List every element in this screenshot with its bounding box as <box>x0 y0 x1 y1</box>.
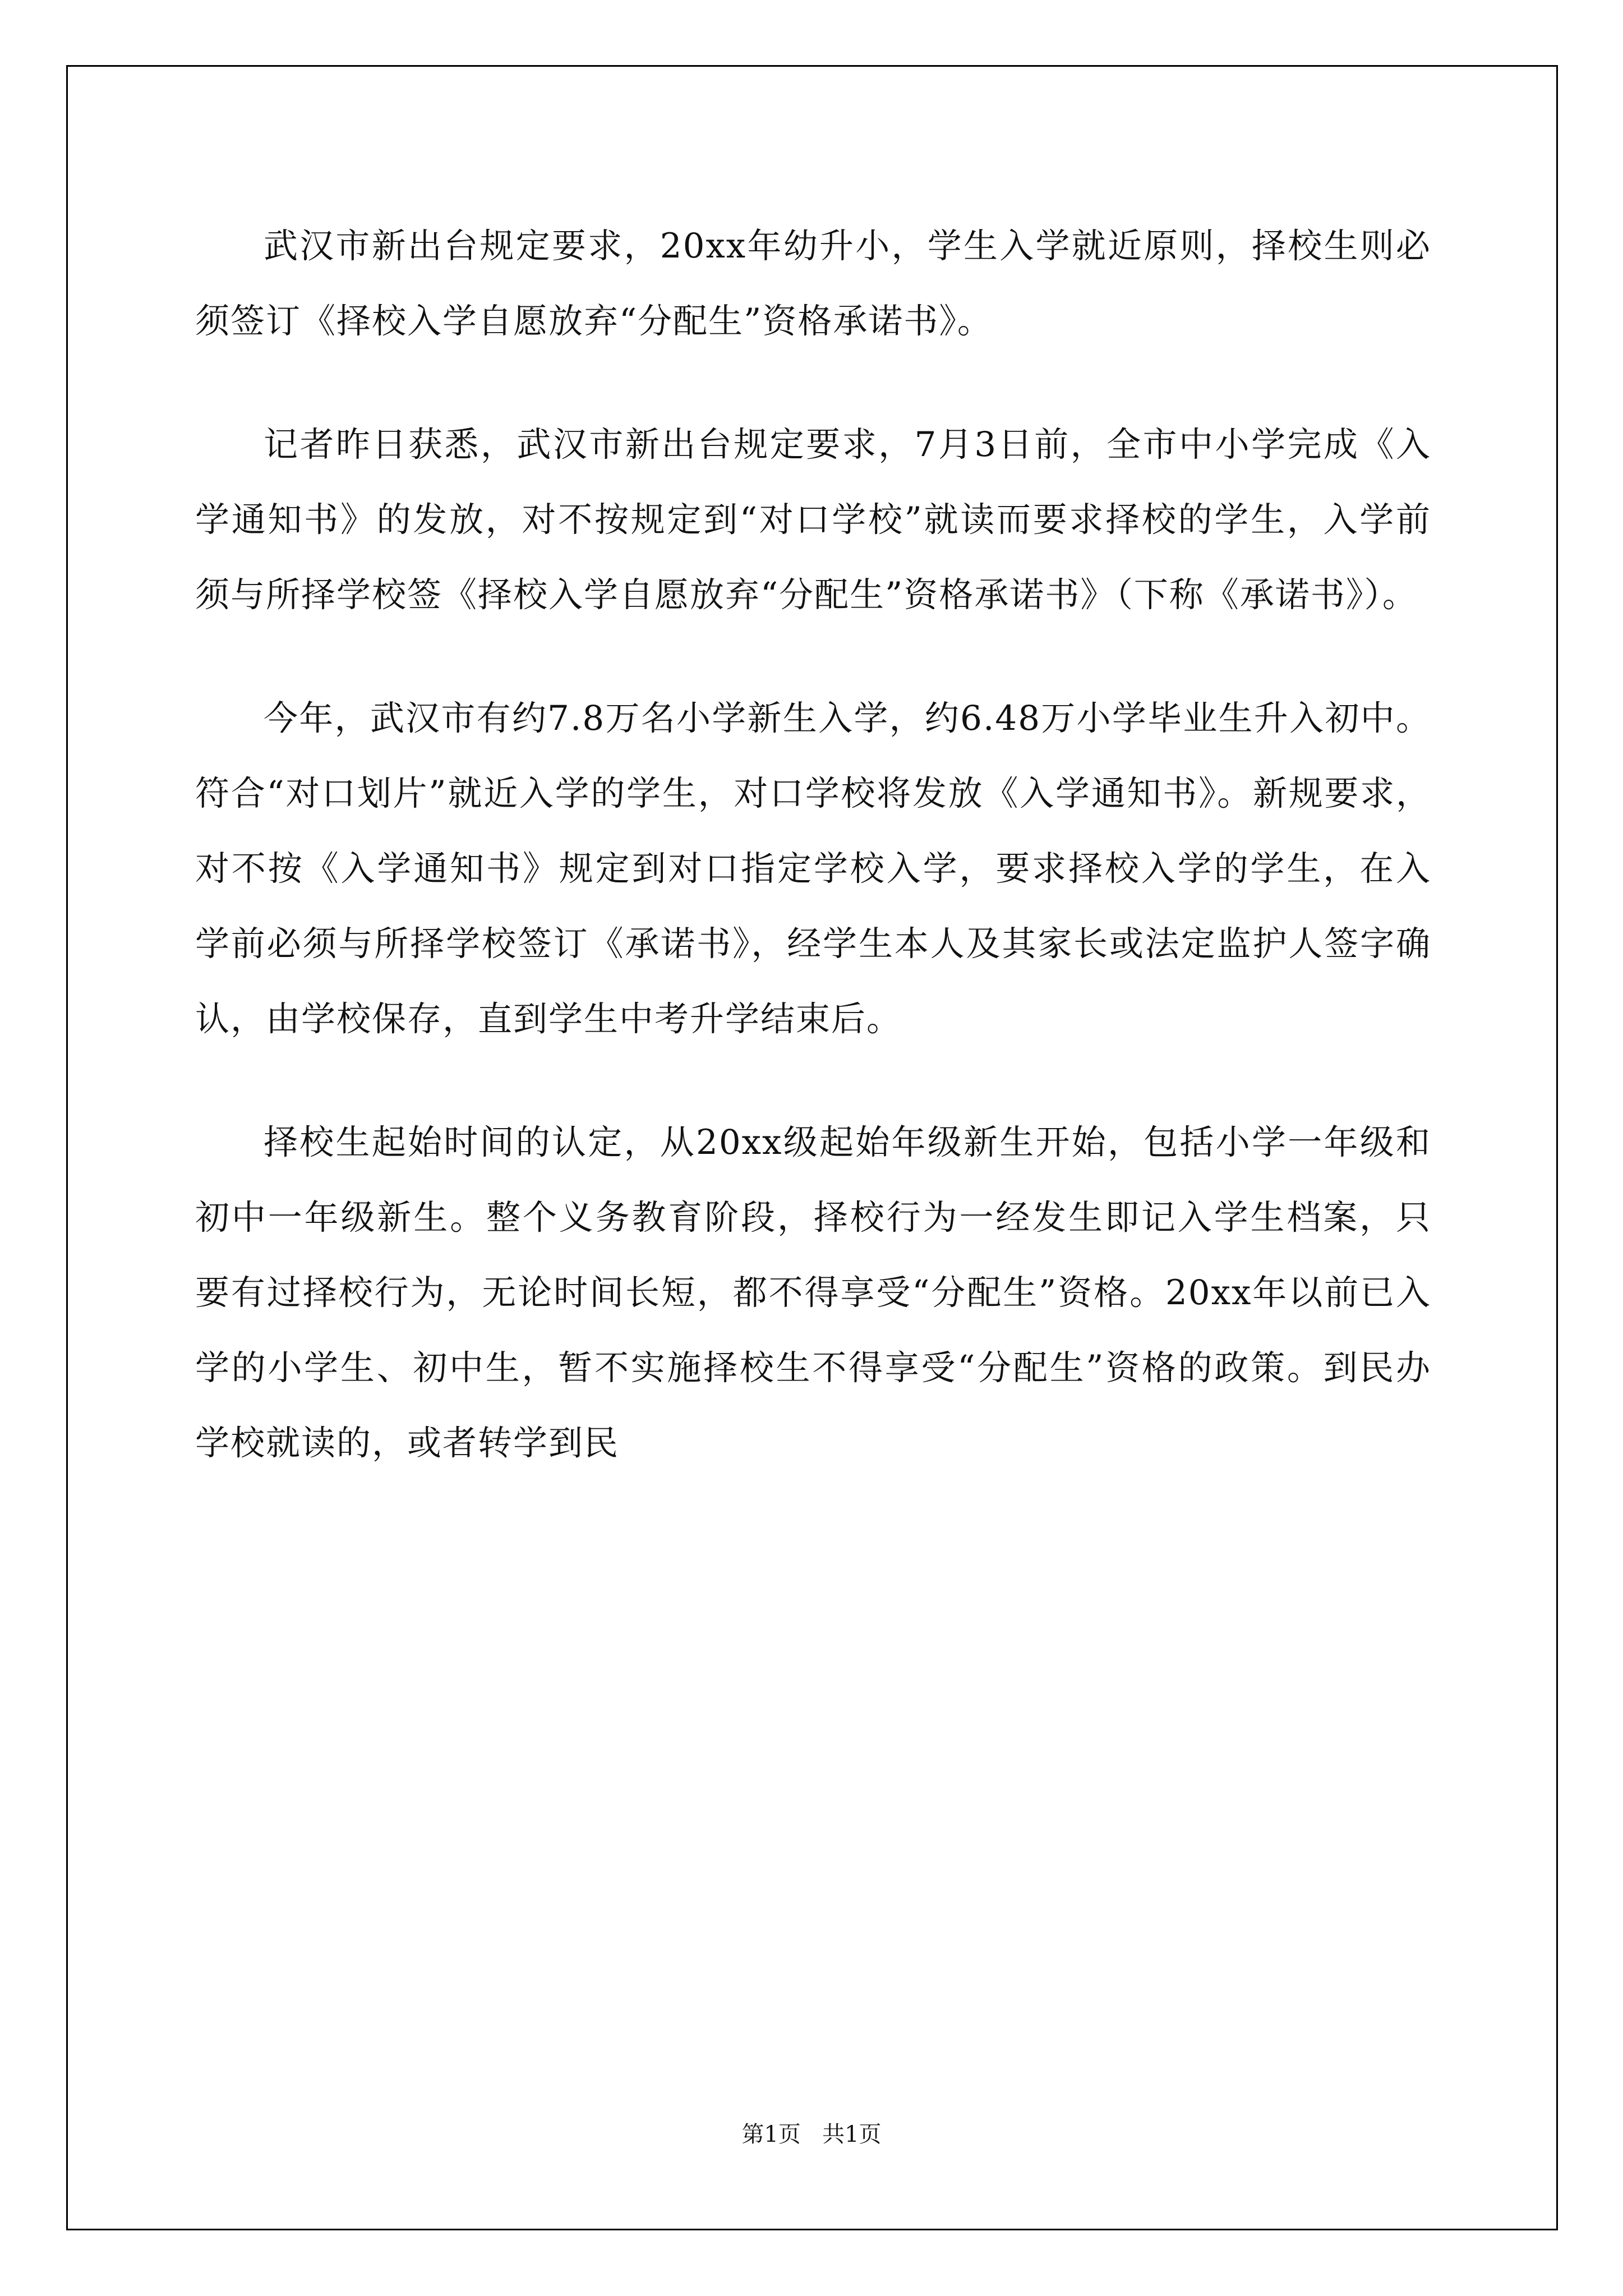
page-footer <box>0 2120 1623 2148</box>
footer-spacer <box>801 2122 822 2147</box>
paragraph-1: 武汉市新出台规定要求，20xx年幼升小，学生入学就近原则，择校生则必须签订《择校入学自愿放弃“分配生”资格承诺书》。 <box>195 226 1431 341</box>
paragraph-2: 记者昨日获悉，武汉市新出台规定要求，7月3日前，全市中小学完成《入学通知书》的发放，对不按规定到“对口学校”就读而要求择校的学生，入学前须与所择学校签《择校入学自愿放弃“分配生”资格承诺书》（下称《承诺书》）。 <box>195 425 1431 615</box>
document-body <box>195 209 1431 1529</box>
page-number: 第1页 <box>741 2122 801 2147</box>
page-total: 共1页 <box>822 2122 882 2147</box>
paragraph-4: 择校生起始时间的认定，从20xx级起始年级新生开始，包括小学一年级和初中一年级新生。整个义务教育阶段，择校行为一经发生即记入学生档案，只要有过择校行为，无论时间长短，都不得享受“分配生”资格。20xx年以前已入学的小学生、初中生，暂不实施择校生不得享受“分配生”资格的政策。到民办学校就读的，或者转学到民 <box>195 1122 1431 1463</box>
paragraph-3: 今年，武汉市有约7.8万名小学新生入学，约6.48万小学毕业生升入初中。符合“对口划片”就近入学的学生，对口学校将发放《入学通知书》。新规要求，对不按《入学通知书》规定到对口指定学校入学，要求择校入学的学生，在入学前必须与所择学校签订《承诺书》，经学生本人及其家长或法定监护人签字确认，由学校保存，直到学生中考升学结束后。 <box>195 698 1431 1039</box>
